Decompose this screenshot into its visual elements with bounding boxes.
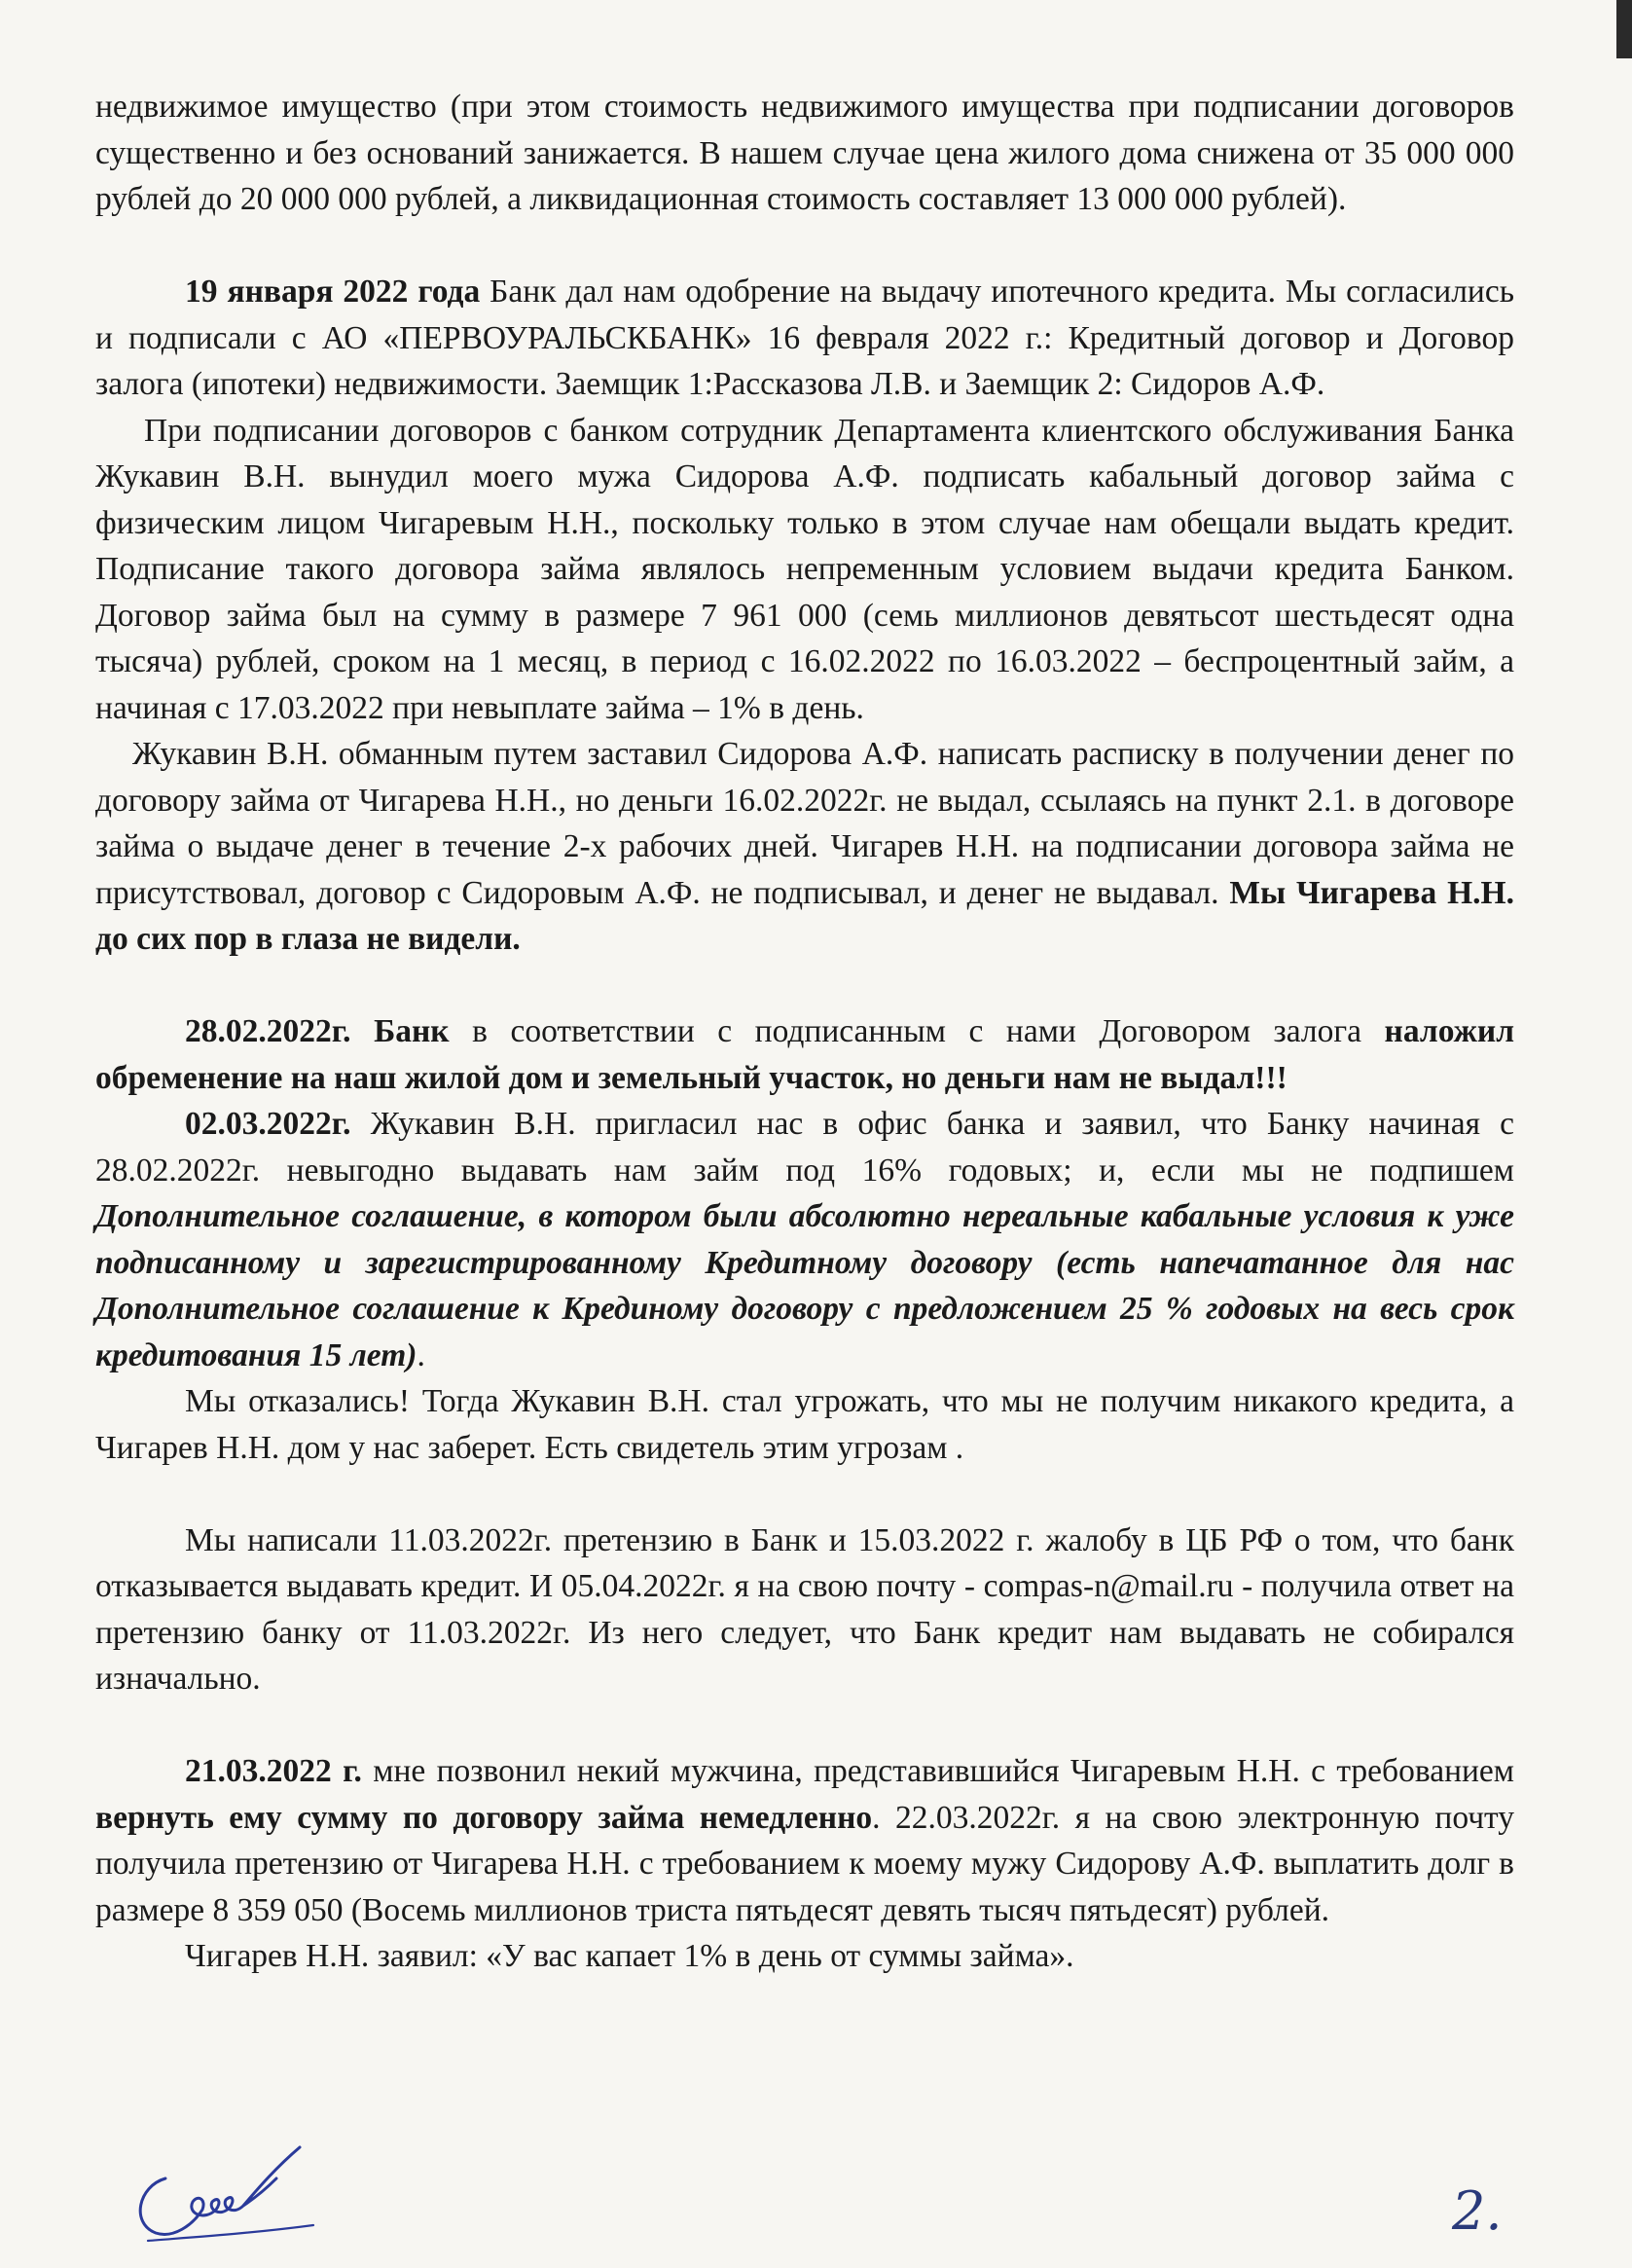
letter-body [95,84,1514,1980]
paragraph [95,408,1514,732]
text-run: 28.02.2022г. Банк [185,1013,450,1049]
text-run: недвижимое имущество (при этом стоимость недвижимого имущества при подписании договоров существенно и без оснований занижается. В нашем случае цена жилого дома снижена от 35 000 000 рублей до 20 000 000 рублей, а ликвидационная стоимость составляет 13 000 000 рублей). [95,89,1514,217]
text-run: При подписании договоров с банком сотрудник Департамента клиентского обслуживания Банка Жукавин В.Н. вынудил моего мужа Сидорова А.Ф. подписать кабальный договор займа с физическим лицом Чигаревым Н.Н., поскольку только в этом случае нам обещали выдать кредит. Подписание такого договора займа являлось непременным условием выдачи кредита Банком. Договор займа был на сумму в размере 7 961 000 (семь миллионов девятьсот шестьдесят одна тысяча) рублей, сроком на 1 месяц, в период с 16.02.2022 по 16.03.2022 – беспроцентный займ, а начиная с 17.03.2022 при невыплате займа – 1% в день. [95,412,1514,726]
paragraph-gap [95,223,1514,270]
text-run: Жукавин В.Н. обманным путем заставил Сидорова А.Ф. написать расписку в получении денег по договору займа от Чигарева Н.Н., но деньги 16.02.2022г. не выдал, ссылаясь на пункт 2.1. в договоре займа о выдаче денег в течение 2-х рабочих дней. Чигарев Н.Н. на подписании договора займа не присутствовал, договор с Сидоровым А.Ф. не подписывал, и денег не выдавал. [95,736,1514,911]
paragraph [95,84,1514,223]
text-run: Банк дал нам одобрение на выдачу ипотечного кредита. Мы согласились и подписали с АО «ПЕРВОУРАЛЬСКБАНК» 16 февраля 2022 г.: Кредитный договор и Договор залога (ипотеки) недвижимости. Заемщик 1:Рассказова Л.В. и Заемщик 2: Сидоров А.Ф. [95,274,1514,402]
paragraph [95,1378,1514,1471]
text-run: Мы отказались! Тогда Жукавин В.Н. стал угрожать, что мы не получим никакого кредита, а Чигарев Н.Н. дом у нас заберет. Есть свидетель этим угрозам . [95,1383,1514,1466]
text-run: в соответствии с подписанным с нами Договором залога [449,1013,1385,1049]
text-run: вернуть ему сумму по договору займа немедленно [95,1799,873,1836]
paragraph [95,1008,1514,1101]
paragraph [95,1748,1514,1933]
text-run: 19 января 2022 года [185,274,481,310]
text-run: Чигарев Н.Н. заявил: «У вас капает 1% в день от суммы займа». [185,1938,1074,1974]
paragraph [95,1933,1514,1980]
paragraph [95,1518,1514,1702]
paragraph-gap [95,1471,1514,1518]
paragraph-gap [95,963,1514,1009]
paragraph [95,269,1514,408]
text-run: Дополнительное соглашение, в котором были абсолютно нереальные кабальные условия к уже подписанному и зарегистрированному Кредитному договору (есть напечатанное для нас Дополнительное соглашение к Крединому договору с предложением 25 % годовых на весь срок кредитования 15 лет) [95,1198,1514,1373]
text-run: мне позвонил некий мужчина, представившийся Чигаревым Н.Н. с требованием [361,1753,1514,1789]
text-run: 02.03.2022г. [185,1106,351,1142]
text-run: . 22.03.2022г. я на свою электронную почту получила претензию от Чигарева Н.Н. с требованием к моему мужу Сидорову А.Ф. выплатить долг в размере 8 359 050 (Восемь миллионов триста пятьдесят девять тысяч пятьдесят) рублей. [95,1799,1514,1928]
paragraph [95,731,1514,963]
page-number: 2. [1452,2180,1503,2242]
text-run: Жукавин В.Н. пригласил нас в офис банка и заявил, что Банку начиная с 28.02.2022г. невыгодно выдавать нам займ под 16% годовых; и, если мы не подпишем [95,1106,1514,1189]
text-run: . [417,1336,425,1373]
scan-edge-mark [1616,0,1632,58]
paragraph [95,1101,1514,1378]
text-run: Мы написали 11.03.2022г. претензию в Банк и 15.03.2022 г. жалобу в ЦБ РФ о том, что банк отказывается выдавать кредит. И 05.04.2022г. я на свою почту - compas-n@mail.ru - получила ответ на претензию банку от 11.03.2022г. Из него следует, что Банк кредит нам выдавать не собирался изначально. [95,1521,1514,1697]
paragraph-gap [95,1702,1514,1749]
text-run: наложил обременение на наш жилой дом и земельный участок, но деньги нам не выдал!!! [95,1013,1514,1096]
text-run: 21.03.2022 г. [185,1753,362,1789]
text-run: Мы Чигарева Н.Н. до сих пор в глаза не видели. [95,874,1514,957]
handwritten-signature [109,2140,323,2247]
